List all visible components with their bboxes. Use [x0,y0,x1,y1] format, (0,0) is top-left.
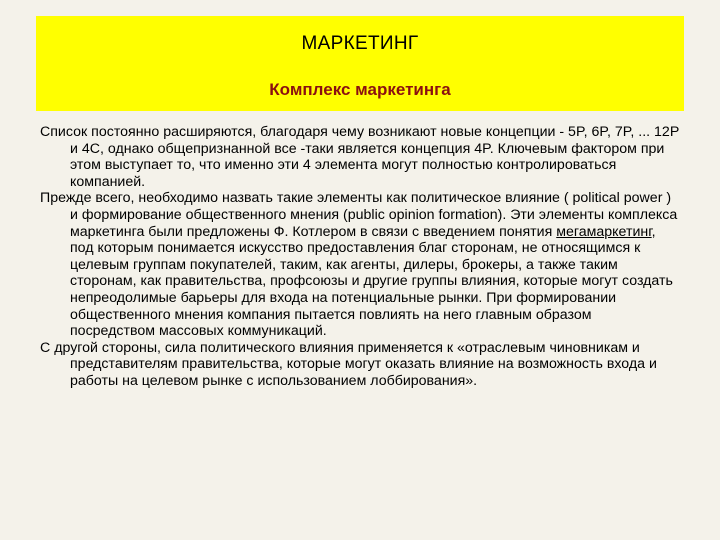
paragraph-political-influence: С другой стороны, сила политического влияния применяется к «отраслевым чиновникам и представителям правительства, которые могут оказать влияние на возможность входа и работы на целевом рынке с использованием лоббирования». [40,339,657,389]
paragraph-megamarketing-text-start: Прежде всего, необходимо назвать такие элементы как политическое влияние ( political power ) и формирование общественного мнения (public opinion formation). Эти элементы комплекса маркетинга были предложены Ф. Котлером в связи с введением понятия [40,190,678,240]
paragraph-concepts: Список постоянно расширяются, благодаря чему возникают новые концепции - 5P, 6P, 7P, ... 12P и 4C, однако общепризнанной все -таки является концепция 4P. Ключевым фактором при этом выступает то, что именно эти 4 элемента могут полностью контролироваться компанией. [40,124,680,190]
slide-header [36,16,684,111]
paragraph-megamarketing [40,190,680,339]
paragraph-megamarketing-text-end: , под которым понимается искусство предоставления благ сторонам, не относящимся к целевым группам покупателей, таким, как агенты, дилеры, брокеры, а также таким сторонам, как правительства, профсоюзы и другие группы влияния, которые могут создать непреодолимые барьеры для входа на потенциальные рынки. При формировании общественного мнения компания пытается повлиять на него главным образом посредством массовых коммуникаций. [70,223,673,340]
slide-body [40,124,680,390]
megamarketing-link[interactable]: мегамаркетинг [556,223,652,240]
slide-title: МАРКЕТИНГ [301,33,419,54]
slide-subtitle: Комплекс маркетинга [269,80,451,99]
